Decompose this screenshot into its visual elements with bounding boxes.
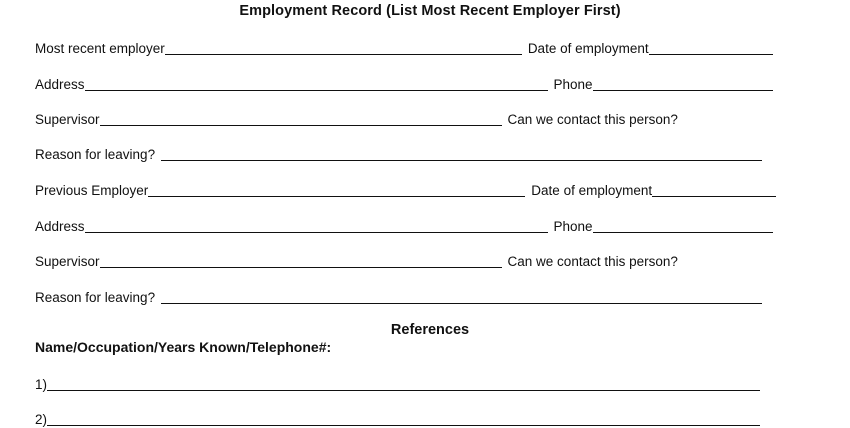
recent-date-label: Date of employment — [527, 41, 649, 56]
recent-address-field[interactable] — [85, 90, 548, 91]
previous-supervisor-field[interactable] — [100, 267, 502, 268]
recent-employer-row — [35, 37, 773, 57]
references-columns-label: Name/Occupation/Years Known/Telephone#: — [35, 339, 332, 355]
previous-address-field[interactable] — [85, 232, 548, 233]
previous-reason-label: Reason for leaving? — [35, 290, 156, 305]
recent-contact-question: Can we contact this person? — [507, 112, 678, 127]
previous-date-field[interactable] — [652, 196, 776, 197]
previous-supervisor-label: Supervisor — [35, 254, 100, 269]
reference-field-1[interactable] — [47, 390, 760, 391]
previous-employer-field[interactable] — [148, 196, 525, 197]
recent-reason-label: Reason for leaving? — [35, 147, 156, 162]
recent-date-field[interactable] — [649, 54, 773, 55]
recent-reason-field[interactable] — [161, 160, 762, 161]
reference-field-2[interactable] — [47, 425, 760, 426]
previous-address-row — [35, 215, 773, 235]
previous-phone-label: Phone — [553, 219, 593, 234]
recent-supervisor-label: Supervisor — [35, 112, 100, 127]
recent-phone-field[interactable] — [593, 90, 773, 91]
recent-employer-field[interactable] — [165, 54, 522, 55]
reference-number-2: 2) — [35, 412, 48, 427]
recent-supervisor-row — [35, 108, 678, 128]
recent-phone-label: Phone — [553, 77, 593, 92]
recent-address-label: Address — [35, 77, 85, 92]
recent-address-row — [35, 73, 773, 93]
references-heading: References — [390, 322, 470, 338]
reference-row-2 — [35, 408, 760, 428]
previous-address-label: Address — [35, 219, 85, 234]
form-title: Employment Record (List Most Recent Employer First) — [239, 3, 621, 19]
previous-reason-row — [35, 286, 762, 306]
recent-reason-row — [35, 143, 762, 163]
previous-supervisor-row — [35, 250, 678, 270]
recent-supervisor-field[interactable] — [100, 125, 502, 126]
previous-contact-question: Can we contact this person? — [507, 254, 678, 269]
recent-employer-label: Most recent employer — [35, 41, 165, 56]
previous-employer-row — [35, 179, 776, 199]
previous-phone-field[interactable] — [593, 232, 773, 233]
previous-date-label: Date of employment — [531, 183, 653, 198]
previous-employer-label: Previous Employer — [35, 183, 149, 198]
reference-number-1: 1) — [35, 377, 48, 392]
previous-reason-field[interactable] — [161, 303, 762, 304]
reference-row-1 — [35, 373, 760, 393]
